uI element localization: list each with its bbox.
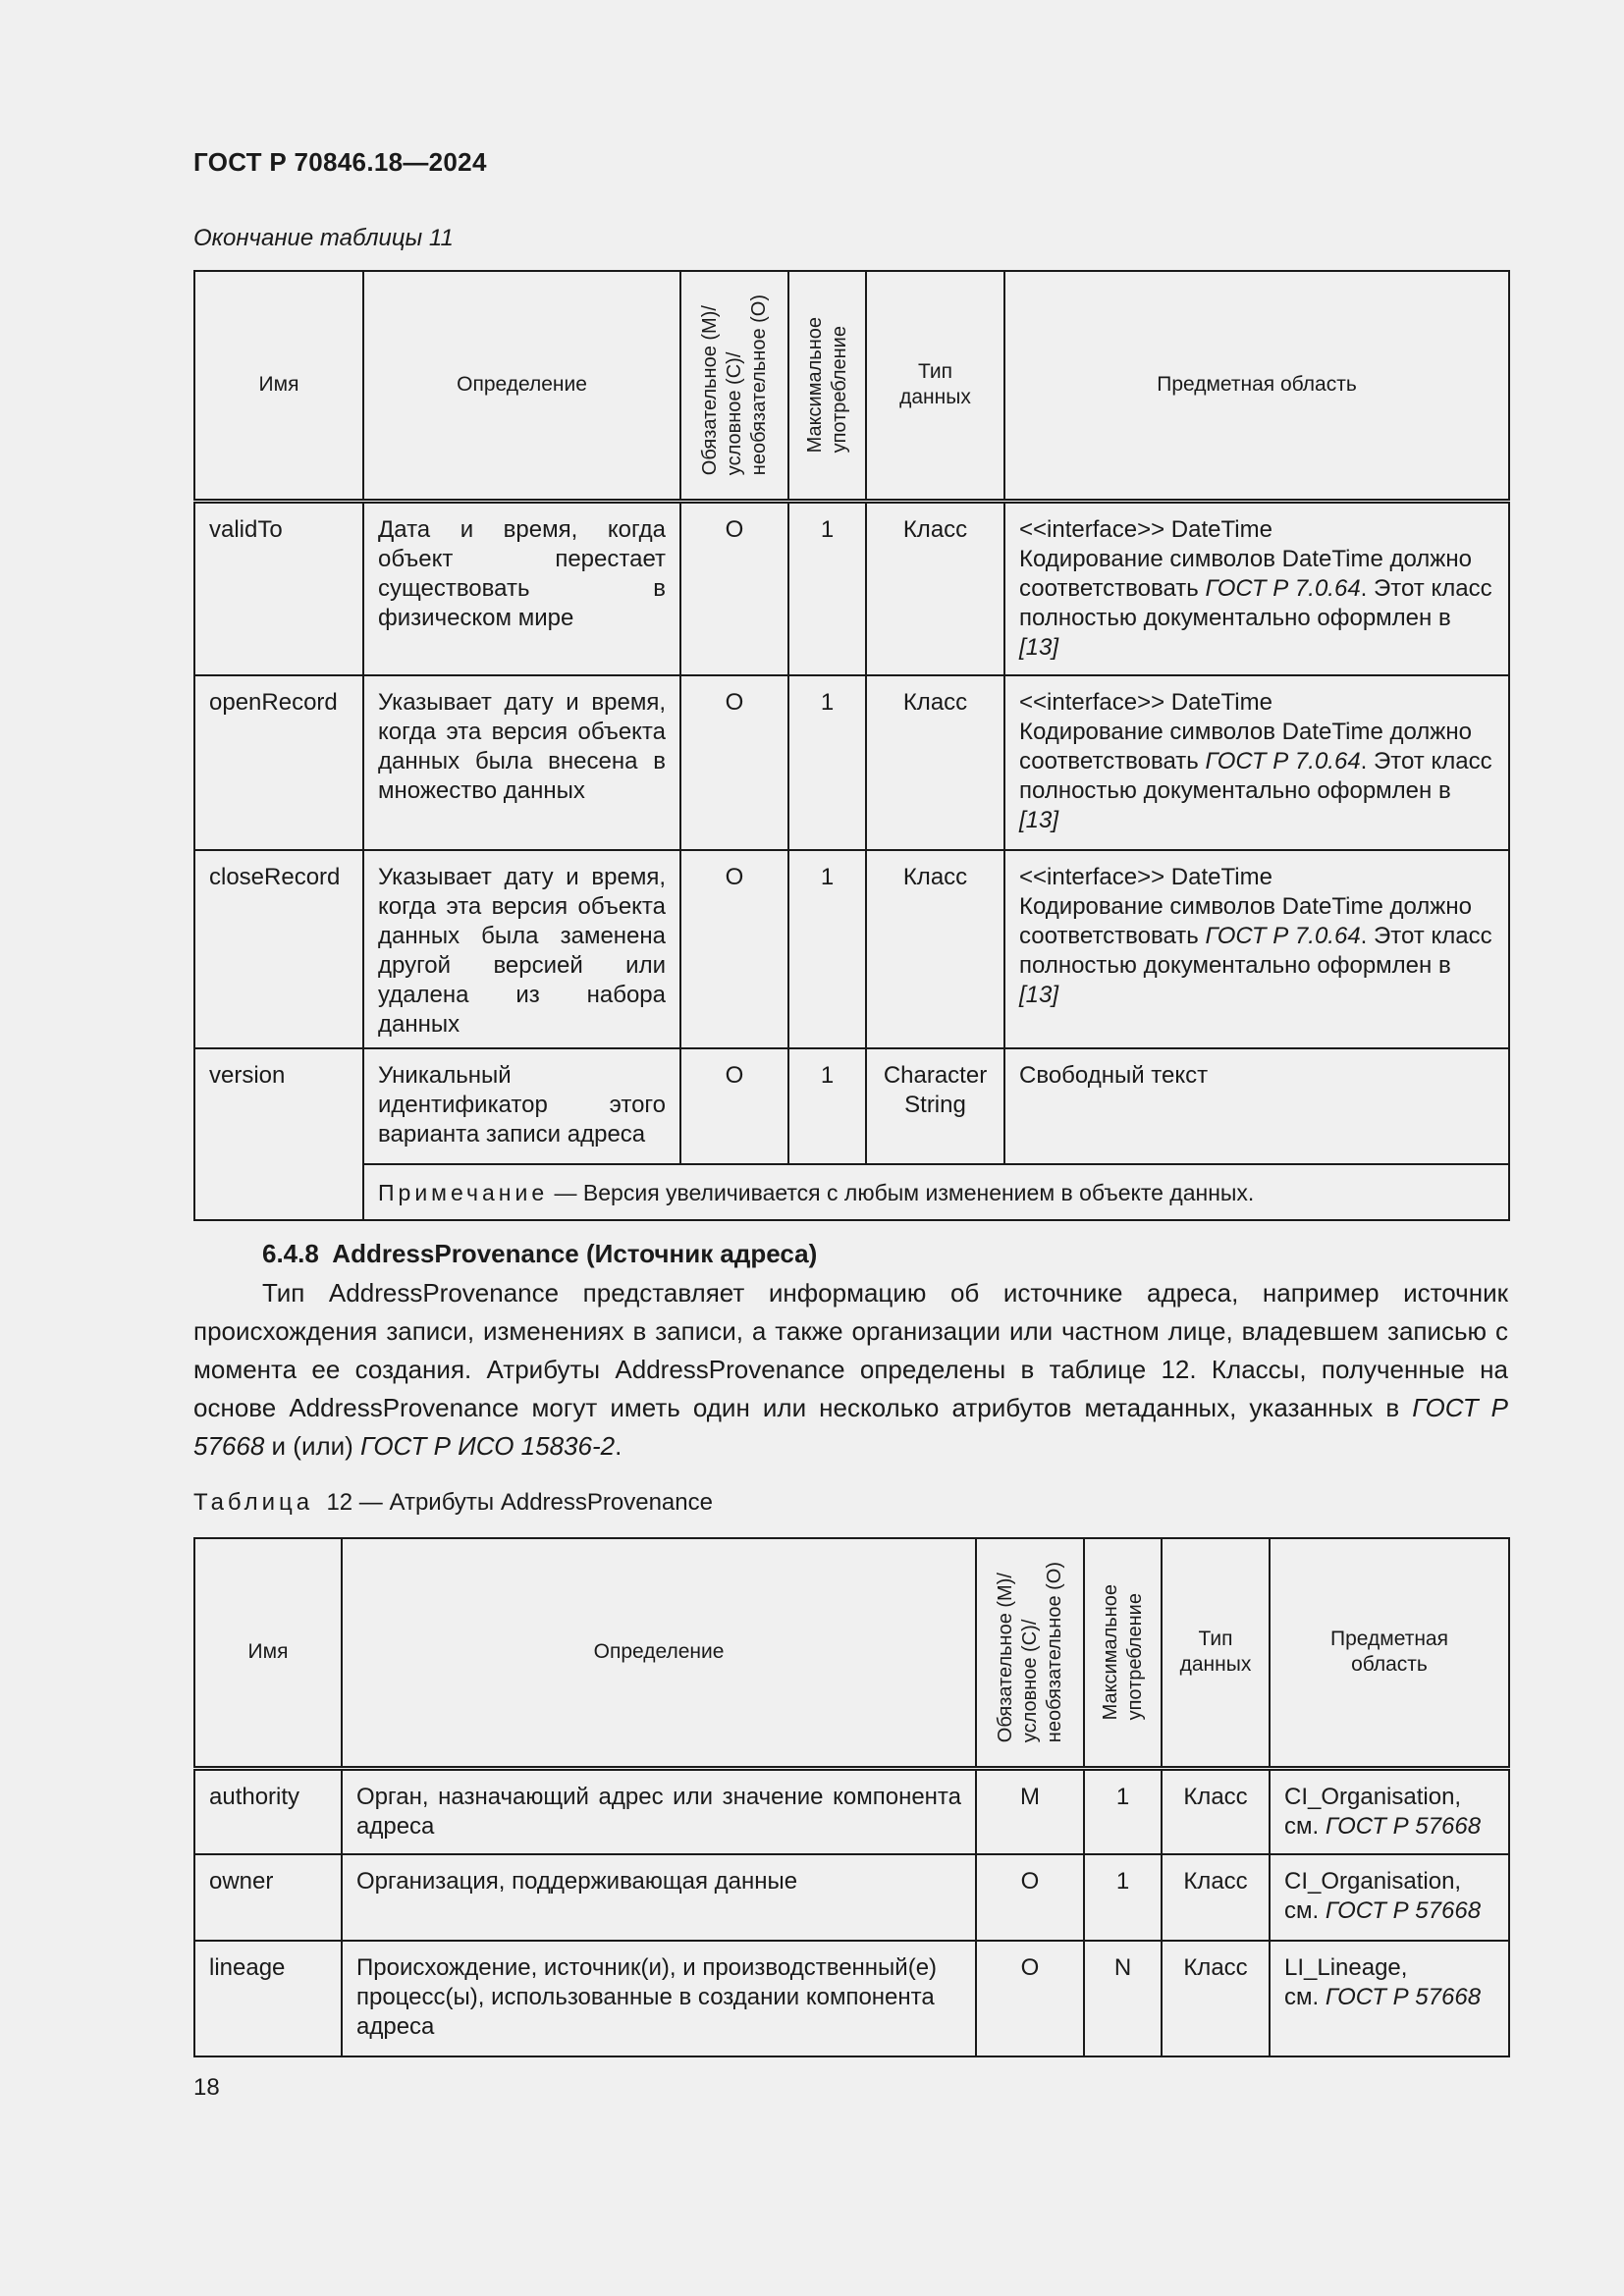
cell-max: 1 (1084, 1854, 1162, 1941)
domain-description: Кодирование символов DateTime должно соответствовать ГОСТ Р 7.0.64. Этот класс полностью документально оформлен в [13] (1019, 893, 1492, 1008)
section-paragraph: Тип AddressProvenance представляет информацию об источнике адреса, например источник происхождения записи, изменениях в записи, а также организации или частном лице, владевшем записью с момента ее создания. Атрибуты AddressProvenance определены в таблице 12. Классы, полученные на основе AddressProvenance могут иметь один или несколько атрибутов метаданных, указанных в ГОСТ Р 57668 и (или) ГОСТ Р ИСО 15836-2. (193, 1278, 1508, 1461)
cell-obligation: О (680, 850, 788, 1048)
cell-domain (1004, 675, 1509, 850)
document-header: ГОСТ Р 70846.18—2024 (193, 147, 487, 177)
column-header-data-type: Тип данных (1162, 1538, 1270, 1768)
cell-max: 1 (788, 850, 866, 1048)
domain-description: Кодирование символов DateTime должно соответствовать ГОСТ Р 7.0.64. Этот класс полностью документально оформлен в [13] (1019, 719, 1492, 833)
standard-reference: ГОСТ Р 57668 (1325, 1984, 1482, 2010)
cell-name: openRecord (194, 675, 363, 850)
standard-reference: ГОСТ Р 7.0.64 (1205, 748, 1361, 774)
cell-definition: Указывает дату и время, когда эта версия объекта данных была заменена другой версией или удалена из набора данных (363, 850, 680, 1048)
cell-name: version (194, 1048, 363, 1220)
table-11 (193, 270, 1510, 1221)
column-header-max-occurrence: Максимальное употребление (1084, 1538, 1162, 1768)
column-header-definition: Определение (342, 1538, 976, 1768)
table-row (194, 1048, 1509, 1164)
cell-domain: CI_Organisation, см. ГОСТ Р 57668 (1270, 1854, 1509, 1941)
table-row (194, 1854, 1509, 1941)
standard-reference: ГОСТ Р 57668 (193, 1393, 1508, 1461)
cell-obligation: О (976, 1941, 1084, 2056)
cell-domain: Свободный текст (1004, 1048, 1509, 1164)
cell-definition: Указывает дату и время, когда эта версия объекта данных была внесена в множество данных (363, 675, 680, 850)
cell-type: Класс (1162, 1854, 1270, 1941)
note-label: Примечание (378, 1180, 549, 1205)
column-header-name: Имя (194, 1538, 342, 1768)
column-header-obligation: Обязательное (М)/ условное (С)/ необязательное (О) (976, 1538, 1084, 1768)
cell-type: Класс (866, 675, 1004, 850)
citation: [13] (1019, 982, 1059, 1008)
cell-type: Класс (1162, 1768, 1270, 1854)
cell-name: authority (194, 1768, 342, 1854)
standard-reference: ГОСТ Р 7.0.64 (1205, 574, 1361, 602)
cell-type: Character String (866, 1048, 1004, 1164)
column-header-name: Имя (194, 271, 363, 501)
cell-name: closeRecord (194, 850, 363, 1048)
column-header-obligation: Обязательное (М)/ условное (С)/ необязательное (О) (680, 271, 788, 501)
cell-name: owner (194, 1854, 342, 1941)
cell-max: 1 (788, 675, 866, 850)
domain-interface: <<interface>> DateTime (1019, 689, 1272, 716)
cell-max: 1 (788, 1048, 866, 1164)
domain-interface: <<interface>> DateTime (1019, 864, 1272, 890)
table-row (194, 675, 1509, 850)
column-header-domain: Предметная область (1270, 1538, 1509, 1768)
page-number: 18 (193, 2074, 220, 2101)
domain-interface: <<interface>> DateTime (1019, 515, 1272, 543)
cell-name: validTo (194, 501, 363, 675)
cell-definition: Уникальный идентификатор этого варианта записи адреса (363, 1048, 680, 1164)
section-heading: 6.4.8 AddressProvenance (Источник адреса) (262, 1239, 818, 1268)
domain-description: Кодирование символов DateTime должно соответствовать ГОСТ Р 7.0.64. Этот класс полностью документально оформлен в [13] (1019, 545, 1492, 661)
cell-obligation: О (976, 1854, 1084, 1941)
cell-name: lineage (194, 1941, 342, 2056)
cell-domain (1004, 850, 1509, 1048)
cell-max: 1 (788, 501, 866, 675)
cell-max: 1 (1084, 1768, 1162, 1854)
column-header-max-occurrence: Максимальное употребление (788, 271, 866, 501)
cell-obligation: О (680, 675, 788, 850)
citation: [13] (1019, 807, 1059, 833)
cell-max: N (1084, 1941, 1162, 2056)
note-text: — Версия увеличивается с любым изменением в объекте данных. (548, 1180, 1255, 1205)
cell-definition: Происхождение, источник(и), и производственный(е) процесс(ы), использованные в создании компонента адреса (342, 1941, 976, 2056)
cell-domain (1004, 501, 1509, 675)
cell-definition: Организация, поддерживающая данные (342, 1854, 976, 1941)
column-header-data-type: Тип данных (866, 271, 1004, 501)
cell-definition: Орган, назначающий адрес или значение компонента адреса (342, 1768, 976, 1854)
table-row (194, 1941, 1509, 2056)
table-12-caption: Таблица 12 — Атрибуты AddressProvenance (193, 1489, 713, 1516)
standard-reference: ГОСТ Р ИСО 15836-2 (360, 1431, 616, 1461)
standard-reference: ГОСТ Р 57668 (1325, 1812, 1482, 1840)
cell-obligation: М (976, 1768, 1084, 1854)
standard-reference: ГОСТ Р 7.0.64 (1205, 923, 1361, 949)
citation: [13] (1019, 633, 1059, 661)
cell-type: Класс (866, 501, 1004, 675)
table-note (363, 1164, 1509, 1220)
standard-reference: ГОСТ Р 57668 (1325, 1897, 1482, 1924)
cell-domain: LI_Lineage, см. ГОСТ Р 57668 (1270, 1941, 1509, 2056)
cell-definition: Дата и время, когда объект перестает существовать в физическом мире (363, 501, 680, 675)
table-12 (193, 1537, 1510, 2057)
cell-type: Класс (866, 850, 1004, 1048)
cell-domain: CI_Organisation, см. ГОСТ Р 57668 (1270, 1768, 1509, 1854)
cell-obligation: О (680, 501, 788, 675)
table-row (194, 850, 1509, 1048)
cell-type: Класс (1162, 1941, 1270, 2056)
table-row (194, 1768, 1509, 1854)
column-header-definition: Определение (363, 271, 680, 501)
column-header-domain: Предметная область (1004, 271, 1509, 501)
note-row (194, 1164, 1509, 1220)
cell-obligation: О (680, 1048, 788, 1164)
table-row (194, 501, 1509, 675)
table-11-caption: Окончание таблицы 11 (193, 225, 454, 251)
